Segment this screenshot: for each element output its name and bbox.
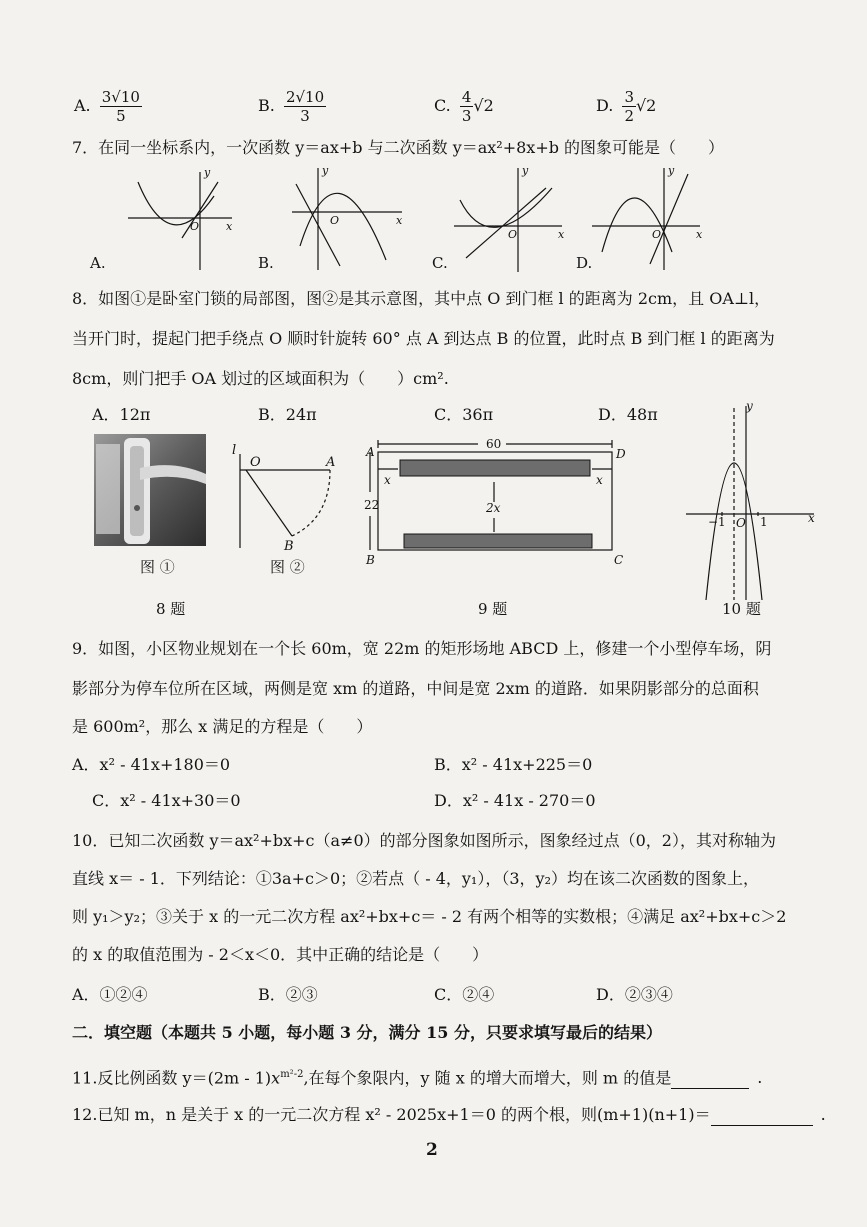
axis-y-label: y bbox=[668, 164, 675, 177]
numerator: 3√10 bbox=[101, 88, 140, 106]
neg-one-label: −1 bbox=[708, 515, 726, 529]
q9-option-c: C．x² - 41x+30＝0 bbox=[92, 791, 241, 810]
radical: √2 bbox=[635, 96, 657, 115]
origin-label: O bbox=[508, 228, 518, 241]
origin-label: O bbox=[330, 214, 340, 227]
numerator: 3 bbox=[624, 88, 634, 106]
axis-x-label: x bbox=[696, 228, 703, 241]
option-label: A. bbox=[74, 96, 91, 115]
graph-label-b: B. bbox=[258, 254, 274, 272]
option-label: B. bbox=[258, 96, 275, 115]
axis-y-label: y bbox=[204, 166, 211, 179]
q9-option-d: D．x² - 41x - 270＝0 bbox=[434, 791, 596, 810]
q10-line-4: 的 x 的取值范围为 - 2＜x＜0．其中正确的结论是（ ） bbox=[72, 945, 489, 964]
fraction bbox=[460, 88, 474, 125]
graph-label-d: D. bbox=[576, 254, 593, 272]
option-label: C. bbox=[434, 96, 451, 115]
q12-answer-blank[interactable] bbox=[711, 1107, 813, 1126]
origin-label: O bbox=[190, 220, 200, 233]
middle-road-label: 2x bbox=[486, 501, 501, 515]
q12-prefix: 12.已知 m，n 是关于 x 的一元二次方程 x² - 2025x+1＝0 的两个根，则(m+1)(n+1)＝ bbox=[72, 1105, 711, 1124]
fig1-caption: 图 ① bbox=[140, 558, 175, 576]
origin-label: O bbox=[652, 228, 662, 241]
parabola-graph bbox=[680, 396, 820, 602]
q8-option-d: D．48π bbox=[598, 405, 658, 424]
fig9-caption: 9 题 bbox=[478, 600, 508, 618]
q10-line-3: 则 y₁＞y₂；③关于 x 的一元二次方程 ax²+bx+c＝ - 2 有两个相等的实数根；④满足 ax²+bx+c＞2 bbox=[72, 907, 787, 926]
left-road-label: x bbox=[384, 473, 391, 487]
parking-lot-diagram bbox=[360, 436, 630, 572]
q6-option-d bbox=[596, 88, 656, 125]
fig8-caption: 8 题 bbox=[156, 600, 186, 618]
width-label: 60 bbox=[486, 437, 502, 451]
corner-a-label: A bbox=[366, 445, 375, 459]
label-l: l bbox=[232, 443, 237, 458]
q7-graph-c bbox=[454, 168, 562, 272]
q11-answer-blank[interactable] bbox=[671, 1070, 749, 1089]
q11-suffix: ,在每个象限内，y 随 x 的增大而增大，则 m 的值是 bbox=[303, 1068, 672, 1088]
q9-line-3: 是 600m²，那么 x 满足的方程是（ ） bbox=[72, 717, 373, 736]
q7-question: 7．在同一坐标系内，一次函数 y＝ax+b 与二次函数 y＝ax²+8x+b 的图象可能是（ ） bbox=[72, 138, 725, 157]
origin-label: O bbox=[736, 516, 746, 530]
q8-option-c: C．36π bbox=[434, 405, 494, 424]
radical: √2 bbox=[473, 96, 494, 115]
q11-exponent: m²-2 bbox=[280, 1069, 304, 1080]
q6-option-b bbox=[258, 88, 326, 125]
option-label: D. bbox=[596, 96, 614, 115]
label-o: O bbox=[250, 455, 261, 470]
section-2-heading: 二．填空题（本题共 5 小题，每小题 3 分，满分 15 分，只要求填写最后的结果） bbox=[72, 1023, 662, 1042]
q8-option-a: A．12π bbox=[92, 405, 151, 424]
height-label: 22 bbox=[364, 498, 380, 512]
q7-graph-d bbox=[592, 168, 700, 270]
q10-line-2: 直线 x＝ - 1．下列结论：①3a+c＞0；②若点（ - 4，y₁），（3，y₂）均在该二次函数的图象上， bbox=[72, 869, 759, 888]
q9-line-1: 9．如图，小区物业规划在一个长 60m，宽 22m 的矩形场地 ABCD 上，修建一个小型停车场，阴 bbox=[72, 639, 772, 658]
denominator: 3 bbox=[461, 107, 472, 125]
denominator: 2 bbox=[624, 107, 634, 125]
axis-x-label: x bbox=[808, 511, 815, 525]
one-label: 1 bbox=[760, 515, 768, 529]
denominator: 5 bbox=[116, 107, 126, 125]
label-b: B bbox=[284, 539, 294, 552]
q10-line-1: 10．已知二次函数 y＝ax²+bx+c（a≠0）的部分图象如图所示，图象经过点（0，2），其对称轴为 bbox=[72, 831, 776, 850]
q12-question bbox=[72, 1104, 826, 1126]
q8-line-2: 当开门时，提起门把手绕点 O 顺时针旋转 60° 点 A 到达点 B 的位置，此时点 B 到门框 l 的距离为 bbox=[72, 329, 775, 348]
q8-option-b: B．24π bbox=[258, 405, 317, 424]
numerator: 2√10 bbox=[285, 88, 325, 106]
numerator: 4 bbox=[461, 88, 472, 106]
axis-x-label: x bbox=[396, 214, 403, 227]
corner-b-label: B bbox=[366, 553, 375, 567]
door-lock-photo bbox=[94, 434, 206, 546]
door-handle-diagram bbox=[226, 440, 346, 552]
q12-end: . bbox=[820, 1105, 826, 1124]
corner-d-label: D bbox=[616, 447, 626, 461]
axis-y-label: y bbox=[522, 164, 529, 177]
label-a: A bbox=[326, 455, 336, 470]
graph-label-a: A. bbox=[90, 254, 106, 272]
q10-option-c: C．②④ bbox=[434, 985, 495, 1004]
denominator: 3 bbox=[300, 107, 310, 125]
axis-y-label: y bbox=[322, 164, 329, 177]
fig10-caption: 10 题 bbox=[722, 600, 761, 618]
q6-option-a bbox=[74, 88, 142, 125]
graph-label-c: C. bbox=[432, 254, 448, 272]
q7-graph-b bbox=[292, 168, 402, 270]
q11-base: x bbox=[271, 1068, 281, 1088]
q11-question bbox=[72, 1064, 762, 1089]
q11-end: . bbox=[757, 1068, 763, 1088]
q11-prefix: 11.反比例函数 y＝(2m - 1) bbox=[72, 1068, 272, 1088]
corner-c-label: C bbox=[614, 553, 624, 567]
q10-option-a: A．①②④ bbox=[72, 985, 148, 1004]
axis-x-label: x bbox=[226, 220, 233, 233]
q9-option-a: A．x² - 41x+180＝0 bbox=[72, 755, 231, 774]
q10-option-b: B．②③ bbox=[258, 985, 318, 1004]
fig2-caption: 图 ② bbox=[270, 558, 305, 576]
q7-graph-a bbox=[128, 172, 232, 270]
q9-line-2: 影部分为停车位所在区域，两侧是宽 xm 的道路，中间是宽 2xm 的道路．如果阴影部分的总面积 bbox=[72, 679, 759, 698]
right-road-label: x bbox=[596, 473, 603, 487]
q8-line-3: 8cm，则门把手 OA 划过的区域面积为（ ）cm². bbox=[72, 369, 449, 388]
q6-option-c bbox=[434, 88, 494, 125]
q8-line-1: 8．如图①是卧室门锁的局部图，图②是其示意图，其中点 O 到门框 l 的距离为 2cm，且 OA⊥l， bbox=[72, 289, 771, 308]
fraction bbox=[284, 88, 326, 125]
axis-y-label: y bbox=[746, 399, 753, 413]
fraction bbox=[100, 88, 142, 125]
q7-graphs bbox=[0, 160, 867, 280]
fraction bbox=[622, 88, 636, 125]
q9-option-b: B．x² - 41x+225＝0 bbox=[434, 755, 593, 774]
page-number: 2 bbox=[426, 1140, 438, 1160]
q10-option-d: D．②③④ bbox=[596, 985, 673, 1004]
axis-x-label: x bbox=[558, 228, 565, 241]
